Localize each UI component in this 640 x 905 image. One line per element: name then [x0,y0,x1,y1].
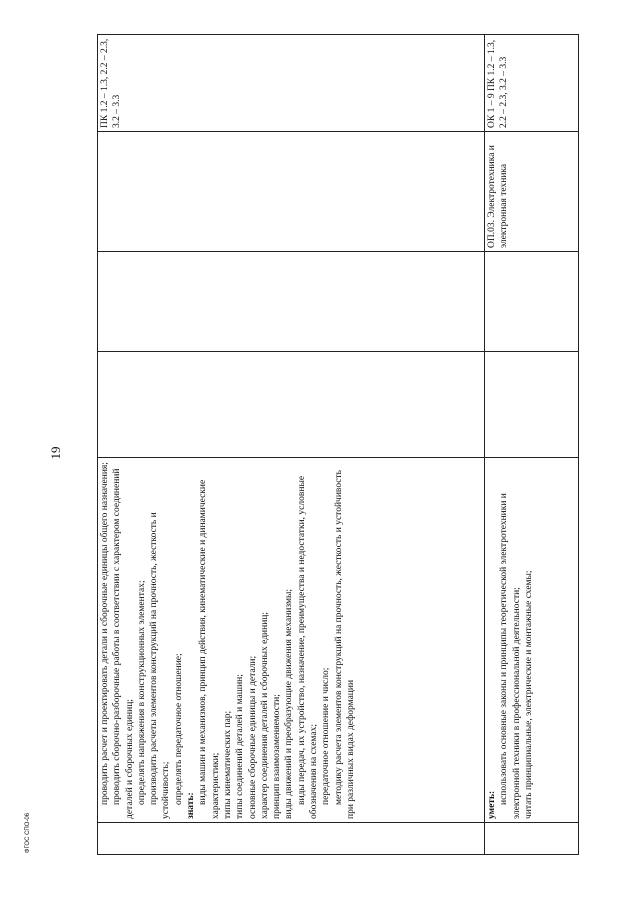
paragraph: проводить сборочно-разборочные работы в соответствии с характером соединений деталей и сборочных единиц; [112,468,135,819]
paragraph: использовать основные законы и принципы теоретической электротехники и электронной техники в профессиональной деятельности; [499,493,522,819]
cell-discipline: ОП.03. Электротехника и электронная техника [485,132,579,252]
cell-hours-max [485,352,579,458]
section-heading: уметь: [487,790,497,819]
cell-index [485,823,579,855]
paragraph: определять напряжения в конструкционных элементах; [136,580,147,805]
rotated-table-container [97,35,574,855]
paragraph: определять передаточное отношение; [173,653,184,805]
paragraph: виды передач, их устройство, назначение, преимущества и недостатки, условные обозначения на схемах; [296,475,320,819]
cell-index [98,823,485,855]
paragraph: производить расчеты элементов конструкций на прочность, жесткость и устойчивость; [149,512,172,819]
cell-hours-class [485,252,579,352]
paragraph: характер соединения деталей и сборочных единиц; [259,611,270,819]
competency-table [97,34,579,855]
cell-hours-class [98,252,485,352]
paragraph: методику расчета элементов конструкций на прочность, жесткость и устойчивость при различных видах деформации [333,469,356,819]
cell-competencies: ОК 1 – 9 ПК 1.2 – 1.3, 2.2 – 2.3, 3.2 – 3.3 [485,35,579,132]
cell-discipline [98,132,485,252]
paragraph: передаточное отношение и число; [321,667,332,805]
paragraph: типы соединений деталей и машин; [235,674,246,819]
paragraph: проводить расчет и проектировать детали и сборочные единицы общего назначения; [100,462,110,805]
paragraph: виды машин и механизмов, принцип действия, кинематические и динамические характеристики; [198,479,221,819]
table-row [485,35,579,855]
paragraph: типы кинематических пар; [222,710,233,819]
paragraph: читать принципиальные, электрические и монтажные схемы; [523,570,534,819]
table-row [98,35,485,855]
page-number: 19 [48,446,63,460]
section-heading: знать: [186,792,197,819]
cell-content [485,458,579,823]
paragraph: основные сборочные единицы и детали; [247,655,258,819]
cell-hours-max [98,352,485,458]
paragraph: виды движений и преобразующие движения механизмы; [284,588,295,819]
cell-competencies: ПК 1.2 – 1.3, 2.2 – 2.3, 3.2 – 3.3 [98,35,485,132]
footer-code: ФГОС СПО-06 [25,812,31,854]
paragraph: принцип взаимозаменяемости; [272,694,283,819]
cell-content [98,458,485,823]
